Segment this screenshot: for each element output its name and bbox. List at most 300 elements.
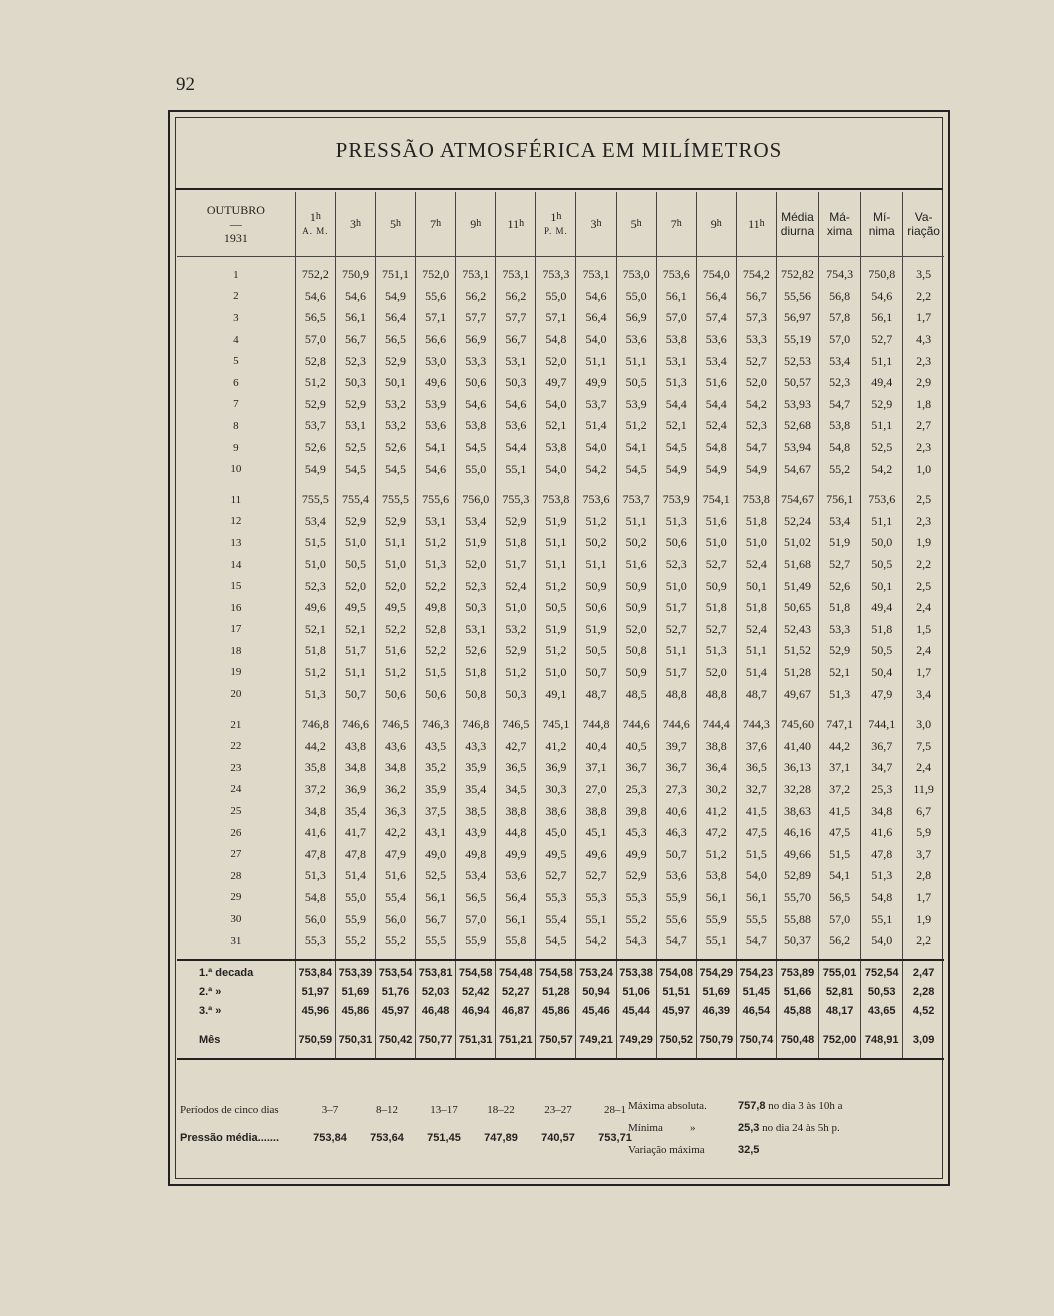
table-cell: 750,42 <box>375 1030 415 1049</box>
table-cell: 51,5 <box>819 843 861 865</box>
max-absolute-text: no dia 3 às 10h a <box>768 1100 843 1112</box>
table-cell: 51,2 <box>616 415 656 437</box>
table-cell: 51,0 <box>496 597 536 619</box>
table-cell: 51,66 <box>776 982 818 1001</box>
table-cell: 3,09 <box>903 1030 944 1049</box>
table-cell: 56,1 <box>656 286 696 308</box>
table-cell: 2,5 <box>903 575 944 597</box>
pm-label: P. M. <box>544 226 568 236</box>
summary-row <box>177 1001 944 1020</box>
table-row <box>177 843 944 865</box>
table-cell: 3,0 <box>903 714 944 736</box>
spacer-cell <box>616 1020 656 1030</box>
table-cell: 51,1 <box>576 350 616 372</box>
table-cell: 46,94 <box>456 1001 496 1020</box>
table-cell: 55,3 <box>576 887 616 909</box>
table-cell: 51,3 <box>295 865 335 887</box>
table-cell: 50,2 <box>576 532 616 554</box>
table-cell: 2,28 <box>903 982 944 1001</box>
spacer-cell <box>375 257 415 265</box>
table-cell: 52,1 <box>536 415 576 437</box>
table-cell: 57,1 <box>416 307 456 329</box>
spacer-cell <box>177 1049 295 1059</box>
table-cell: 52,3 <box>335 350 375 372</box>
table-cell: 53,2 <box>375 415 415 437</box>
table-cell: 32,28 <box>776 779 818 801</box>
spacer-cell <box>656 257 696 265</box>
table-cell: 52,3 <box>456 575 496 597</box>
table-cell: 56,4 <box>496 887 536 909</box>
table-cell: 43,3 <box>456 735 496 757</box>
table-cell: 56,7 <box>736 286 776 308</box>
table-cell: 40,4 <box>576 735 616 757</box>
table-cell: 754,23 <box>736 963 776 982</box>
table-cell: 51,51 <box>656 982 696 1001</box>
table-cell: 52,9 <box>496 511 536 533</box>
spacer-cell <box>819 951 861 960</box>
table-cell: 36,7 <box>656 757 696 779</box>
table-cell: 54,7 <box>736 437 776 459</box>
table-cell: 47,8 <box>335 843 375 865</box>
table-cell: 55,19 <box>776 329 818 351</box>
month-dash: — <box>229 217 242 231</box>
table-cell: 2,4 <box>903 640 944 662</box>
hour-header-9pm: 9$^h$ <box>696 192 736 257</box>
table-cell: 41,5 <box>736 800 776 822</box>
table-cell: 54,8 <box>696 437 736 459</box>
table-cell: 50,9 <box>616 597 656 619</box>
table-cell: 53,6 <box>616 329 656 351</box>
table-cell: 753,7 <box>616 489 656 511</box>
table-cell: 753,39 <box>335 963 375 982</box>
variacao-header: Va- riação <box>903 192 944 257</box>
table-cell: 45,97 <box>656 1001 696 1020</box>
table-cell: 54,7 <box>819 394 861 416</box>
spacer-cell <box>696 705 736 714</box>
table-cell: 55,6 <box>416 286 456 308</box>
table-cell: 53,4 <box>696 350 736 372</box>
table-row <box>177 735 944 757</box>
table-cell: 46,39 <box>696 1001 736 1020</box>
spacer-cell <box>616 951 656 960</box>
row-label: 22 <box>230 740 242 753</box>
table-cell: 52,0 <box>456 554 496 576</box>
table-cell: 47,5 <box>819 822 861 844</box>
spacer-cell <box>576 1049 616 1059</box>
table-cell: 37,1 <box>819 757 861 779</box>
table-row <box>177 757 944 779</box>
table-cell: 37,2 <box>295 779 335 801</box>
table-cell: 4,52 <box>903 1001 944 1020</box>
table-cell: 51,1 <box>861 511 903 533</box>
table-cell: 51,9 <box>536 511 576 533</box>
table-cell: 51,5 <box>736 843 776 865</box>
table-cell: 45,3 <box>616 822 656 844</box>
table-cell: 754,67 <box>776 489 818 511</box>
spacer-cell <box>736 1020 776 1030</box>
table-cell: 52,6 <box>456 640 496 662</box>
table-cell: 54,4 <box>496 437 536 459</box>
summary-row <box>177 963 944 982</box>
table-cell: 52,2 <box>375 619 415 641</box>
table-cell: 55,2 <box>335 930 375 952</box>
spacer-cell <box>576 951 616 960</box>
row-label: 18 <box>230 644 242 657</box>
table-cell: 55,0 <box>456 458 496 480</box>
spacer-cell <box>375 480 415 489</box>
table-cell: 54,0 <box>736 865 776 887</box>
row-label: 2.ª » <box>199 985 222 998</box>
table-cell: 753,38 <box>616 963 656 982</box>
table-cell: 56,0 <box>375 908 415 930</box>
table-cell: 50,6 <box>456 372 496 394</box>
table-cell: 52,53 <box>776 350 818 372</box>
table-cell: 51,6 <box>375 640 415 662</box>
table-cell: 52,0 <box>696 662 736 684</box>
table-row <box>177 264 944 286</box>
hour-header-3am: 3$^h$ <box>335 192 375 257</box>
table-cell: 38,8 <box>576 800 616 822</box>
table-cell: 51,1 <box>861 415 903 437</box>
table-cell: 40,5 <box>616 735 656 757</box>
periods-label: Períodos de cinco dias <box>180 1104 279 1116</box>
table-cell: 1,8 <box>903 394 944 416</box>
row-label: 2 <box>233 290 239 303</box>
pressure-item: 751,45 <box>427 1132 461 1144</box>
table-cell: 55,5 <box>416 930 456 952</box>
table-cell: 56,2 <box>456 286 496 308</box>
table-cell: 50,94 <box>576 982 616 1001</box>
table-cell: 2,2 <box>903 286 944 308</box>
table-cell: 43,65 <box>861 1001 903 1020</box>
table-cell: 54,9 <box>736 458 776 480</box>
table-cell: 57,1 <box>536 307 576 329</box>
table-cell: 52,7 <box>576 865 616 887</box>
table-cell: 50,5 <box>616 372 656 394</box>
spacer-cell <box>416 480 456 489</box>
spacer-cell <box>656 1049 696 1059</box>
spacer-cell <box>696 1020 736 1030</box>
table-cell: 55,70 <box>776 887 818 909</box>
table-cell: 46,54 <box>736 1001 776 1020</box>
spacer-cell <box>456 1049 496 1059</box>
table-cell: 57,0 <box>656 307 696 329</box>
table-cell: 50,8 <box>616 640 656 662</box>
table-cell: 52,3 <box>819 372 861 394</box>
table-cell: 49,4 <box>861 372 903 394</box>
spacer-cell <box>861 951 903 960</box>
table-cell: 55,88 <box>776 908 818 930</box>
table-cell: 54,9 <box>375 286 415 308</box>
table-cell: 42,7 <box>496 735 536 757</box>
table-cell: 54,4 <box>696 394 736 416</box>
spacer-cell <box>536 257 576 265</box>
table-cell: 57,0 <box>456 908 496 930</box>
table-cell: 54,1 <box>819 865 861 887</box>
table-cell: 51,1 <box>576 554 616 576</box>
table-cell: 25,3 <box>616 779 656 801</box>
table-cell: 2,47 <box>903 963 944 982</box>
row-label: 15 <box>230 580 242 593</box>
spacer-cell <box>861 705 903 714</box>
table-cell: 51,0 <box>696 532 736 554</box>
table-cell: 56,9 <box>456 329 496 351</box>
table-cell: 52,43 <box>776 619 818 641</box>
table-cell: 44,2 <box>819 735 861 757</box>
table-cell: 45,97 <box>375 1001 415 1020</box>
table-cell: 51,9 <box>456 532 496 554</box>
table-cell: 51,8 <box>736 597 776 619</box>
table-cell: 54,6 <box>335 286 375 308</box>
table-cell: 55,56 <box>776 286 818 308</box>
table-cell: 750,52 <box>656 1030 696 1049</box>
row-label: 26 <box>230 826 242 839</box>
table-cell: 56,7 <box>496 329 536 351</box>
table-cell: 753,6 <box>861 489 903 511</box>
spacer-cell <box>819 480 861 489</box>
period-item: 13–17 <box>430 1104 458 1116</box>
table-cell: 53,1 <box>496 350 536 372</box>
table-cell: 750,57 <box>536 1030 576 1049</box>
hour-header-1am: 1$^h$ A. M. <box>295 192 335 257</box>
period-item: 3–7 <box>321 1104 339 1116</box>
pressure-table <box>177 192 944 1060</box>
table-cell: 46,87 <box>496 1001 536 1020</box>
table-cell: 43,9 <box>456 822 496 844</box>
table-cell: 52,6 <box>295 437 335 459</box>
table-cell: 51,7 <box>656 597 696 619</box>
table-cell: 2,2 <box>903 930 944 952</box>
table-row <box>177 554 944 576</box>
table-cell: 50,53 <box>861 982 903 1001</box>
table-row <box>177 511 944 533</box>
table-cell: 54,0 <box>576 329 616 351</box>
table-cell: 50,9 <box>576 575 616 597</box>
table-cell: 55,0 <box>536 286 576 308</box>
table-cell: 49,67 <box>776 683 818 705</box>
table-cell: 2,7 <box>903 415 944 437</box>
table-cell: 753,6 <box>656 264 696 286</box>
spacer-cell <box>456 705 496 714</box>
table-cell: 52,6 <box>375 437 415 459</box>
hour-header-5am: 5$^h$ <box>375 192 415 257</box>
table-cell: 753,3 <box>536 264 576 286</box>
table-cell: 750,59 <box>295 1030 335 1049</box>
table-cell: 50,57 <box>776 372 818 394</box>
table-cell: 49,9 <box>616 843 656 865</box>
table-cell: 51,3 <box>656 511 696 533</box>
month-label: OUTUBRO <box>206 203 265 217</box>
table-cell: 753,24 <box>576 963 616 982</box>
table-cell: 55,3 <box>295 930 335 952</box>
table-cell: 53,4 <box>819 350 861 372</box>
table-cell: 51,6 <box>616 554 656 576</box>
table-cell: 53,4 <box>456 865 496 887</box>
table-cell: 52,8 <box>295 350 335 372</box>
table-cell: 52,1 <box>819 662 861 684</box>
table-cell: 47,9 <box>375 843 415 865</box>
table-cell: 35,8 <box>295 757 335 779</box>
table-cell: 51,0 <box>656 575 696 597</box>
row-label: 17 <box>230 623 242 636</box>
table-cell: 37,6 <box>736 735 776 757</box>
row-label: 21 <box>230 718 242 731</box>
table-cell: 53,6 <box>496 415 536 437</box>
spacer-cell <box>177 480 295 489</box>
table-cell: 51,7 <box>496 554 536 576</box>
table-cell: 755,4 <box>335 489 375 511</box>
table-cell: 52,89 <box>776 865 818 887</box>
table-cell: 50,1 <box>375 372 415 394</box>
table-cell: 756,1 <box>819 489 861 511</box>
min-absolute-value: 25,3 <box>738 1122 760 1134</box>
table-cell: 54,9 <box>656 458 696 480</box>
spacer-cell <box>375 1049 415 1059</box>
spacer-cell <box>861 480 903 489</box>
table-cell: 49,0 <box>416 843 456 865</box>
table-cell: 50,5 <box>536 597 576 619</box>
spacer-cell <box>416 1020 456 1030</box>
table-row <box>177 619 944 641</box>
table-cell: 3,5 <box>903 264 944 286</box>
table-row <box>177 887 944 909</box>
table-cell: 54,2 <box>736 394 776 416</box>
table-cell: 50,5 <box>576 640 616 662</box>
table-cell: 51,6 <box>696 511 736 533</box>
table-cell: 744,6 <box>616 714 656 736</box>
spacer-cell <box>416 951 456 960</box>
spacer-cell <box>335 257 375 265</box>
table-cell: 753,8 <box>536 489 576 511</box>
row-label: 23 <box>230 761 242 774</box>
table-cell: 53,4 <box>295 511 335 533</box>
spacer-cell <box>576 1020 616 1030</box>
table-cell: 54,0 <box>861 930 903 952</box>
table-cell: 48,8 <box>656 683 696 705</box>
spacer-cell <box>456 480 496 489</box>
table-row <box>177 865 944 887</box>
table-cell: 56,7 <box>335 329 375 351</box>
spacer-cell <box>177 1020 295 1030</box>
table-cell: 51,6 <box>375 865 415 887</box>
table-cell: 51,02 <box>776 532 818 554</box>
table-cell: 51,1 <box>656 640 696 662</box>
max-absolute-label: Máxima absoluta. <box>628 1100 707 1112</box>
row-label: 31 <box>230 934 242 947</box>
table-cell: 746,5 <box>496 714 536 736</box>
table-cell: 51,3 <box>696 640 736 662</box>
table-cell: 753,1 <box>496 264 536 286</box>
table-cell: 57,3 <box>736 307 776 329</box>
table-cell: 50,8 <box>456 683 496 705</box>
table-cell: 43,6 <box>375 735 415 757</box>
table-cell: 52,9 <box>375 511 415 533</box>
row-label: 20 <box>230 688 242 701</box>
spacer-cell <box>295 257 335 265</box>
table-cell: 754,29 <box>696 963 736 982</box>
table-cell: 51,45 <box>736 982 776 1001</box>
table-cell: 53,1 <box>335 415 375 437</box>
table-cell: 51,2 <box>375 662 415 684</box>
table-cell: 45,96 <box>295 1001 335 1020</box>
spacer-cell <box>776 705 818 714</box>
table-cell: 49,4 <box>861 597 903 619</box>
table-cell: 51,8 <box>819 597 861 619</box>
table-row <box>177 394 944 416</box>
table-cell: 51,2 <box>536 640 576 662</box>
table-row <box>177 662 944 684</box>
spacer-cell <box>903 951 944 960</box>
table-cell: 51,2 <box>536 575 576 597</box>
table-cell: 49,6 <box>295 597 335 619</box>
table-cell: 52,24 <box>776 511 818 533</box>
table-cell: 51,4 <box>335 865 375 887</box>
table-cell: 52,1 <box>656 415 696 437</box>
hour-header-9am: 9$^h$ <box>456 192 496 257</box>
table-cell: 50,0 <box>861 532 903 554</box>
spacer-row <box>177 951 944 960</box>
table-cell: 49,6 <box>416 372 456 394</box>
spacer-cell <box>861 1049 903 1059</box>
table-cell: 53,3 <box>736 329 776 351</box>
pressure-item: 747,89 <box>484 1132 518 1144</box>
table-row <box>177 575 944 597</box>
table-cell: 754,58 <box>456 963 496 982</box>
spacer-cell <box>903 480 944 489</box>
table-row <box>177 779 944 801</box>
table-cell: 52,0 <box>375 575 415 597</box>
table-cell: 40,6 <box>656 800 696 822</box>
spacer-cell <box>776 1020 818 1030</box>
table-cell: 51,28 <box>776 662 818 684</box>
table-cell: 57,0 <box>819 908 861 930</box>
spacer-cell <box>496 705 536 714</box>
row-label: 27 <box>230 848 242 861</box>
table-cell: 750,74 <box>736 1030 776 1049</box>
table-cell: 35,9 <box>456 757 496 779</box>
table-cell: 41,5 <box>819 800 861 822</box>
table-cell: 51,8 <box>496 532 536 554</box>
table-cell: 747,1 <box>819 714 861 736</box>
table-cell: 54,0 <box>536 458 576 480</box>
table-cell: 50,9 <box>696 575 736 597</box>
table-cell: 753,1 <box>456 264 496 286</box>
table-cell: 753,8 <box>736 489 776 511</box>
row-label: 3.ª » <box>199 1004 222 1017</box>
table-cell: 52,7 <box>861 329 903 351</box>
table-row <box>177 683 944 705</box>
table-cell: 750,31 <box>335 1030 375 1049</box>
row-label: 5 <box>233 355 239 368</box>
table-cell: 744,6 <box>656 714 696 736</box>
table-cell: 49,5 <box>375 597 415 619</box>
table-cell: 51,2 <box>416 532 456 554</box>
row-label: 7 <box>233 398 239 411</box>
spacer-cell <box>903 705 944 714</box>
table-cell: 51,69 <box>335 982 375 1001</box>
table-cell: 52,9 <box>819 640 861 662</box>
table-cell: 754,58 <box>536 963 576 982</box>
table-cell: 57,7 <box>496 307 536 329</box>
spacer-row <box>177 1049 944 1059</box>
table-cell: 36,13 <box>776 757 818 779</box>
table-row <box>177 307 944 329</box>
variation-label: Variação máxima <box>628 1144 705 1156</box>
max-absolute-value: 757,8 <box>738 1100 766 1112</box>
table-cell: 54,6 <box>416 458 456 480</box>
table-cell: 748,91 <box>861 1030 903 1049</box>
table-cell: 50,65 <box>776 597 818 619</box>
